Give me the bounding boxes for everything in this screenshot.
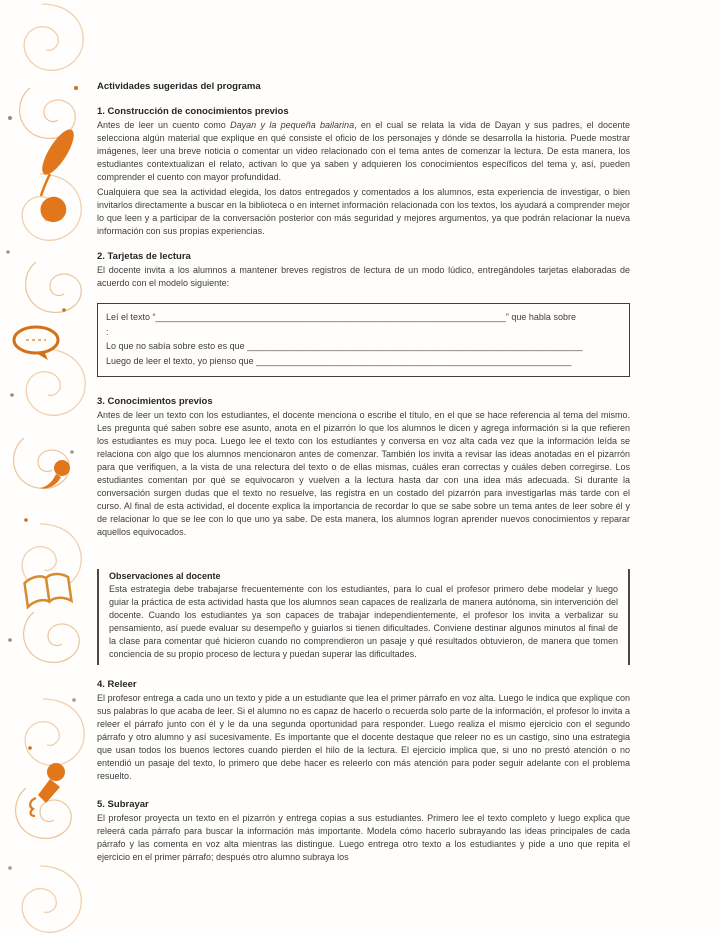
swirl-border-graphic (0, 0, 90, 933)
decorative-border (0, 0, 90, 933)
ink-drop-icon (41, 197, 67, 222)
section-heading-construccion: 1. Construcción de conocimientos previos (97, 106, 289, 117)
card-line-no-sabia: Lo que no sabía sobre esto es que ___________________________________________________________________ (106, 341, 583, 351)
paragraph-text: Antes de leer un cuento como (97, 120, 231, 130)
section-heading-tarjetas: 2. Tarjetas de lectura (97, 251, 191, 262)
section-heading-subrayar: 5. Subrayar (97, 799, 149, 810)
teacher-observations-heading: Observaciones al docente (109, 571, 221, 581)
teacher-observations-body: Esta estrategia debe trabajarse frecuentemente con los estudiantes, para lo cual el profesor primero debe modelar y luego guiar la práctica de esta actividad hasta que los alumnos sean capaces de realizarla de manera autónoma, sin intervención del docente. Cuando los estudiantes ya son capaces de trabajar independientemente, el profesor los invita a verbalizar su pensamiento, así puede evaluar su desempeño y guiarlos si tienen dificultades. Conviene destinar algunos minutos al final de la clase para comentar qué hicieron cuando no comprendieron un pasaje y qué resultados obtuvieron, de manera que tomen conciencia de su propio proceso de lectura y puedan superar las dificultades. (109, 584, 618, 659)
speech-bubble-icon (14, 327, 58, 360)
quill-icon (37, 125, 80, 196)
teacher-observations-box (97, 569, 630, 665)
paragraph-conocimientos: Antes de leer un texto con los estudiantes, el docente menciona o escribe el título, en el que se hace referencia al tema del mismo. Les pregunta qué saben sobre ese asunto, anota en el pizarrón lo que los alumnos le dicen y agrega información si la que refieren los estudiantes es muy poca. Luego lee el texto con los estudiantes y conversa en voz alta cada vez que la información leída se relaciona con algo que los alumnos mencionaron antes de comenzar. También los invita a revisar las ideas anotadas en el pizarrón para que verifiquen, a la vista de una relectura del texto o de ellas mismas, cuáles eran correctas y cuáles deben corregirse. Los estudiantes comentan por qué se equivocaron y vuelven a la lectura hasta dar con una idea más adecuada. Si durante la conversación surgen dudas que el texto no resuelve, las registra en un costado del pizarrón para investigarlas más tarde con el curso. Al final de esta actividad, el docente explica la importancia de recordar lo que se sabe sobre un tema antes de leer sobre él y de relacionar lo que se lee con lo que uno ya sabe. De esta manera, los alumnos logran aprender nuevos conocimientos y reparar aquellos equivocados. (97, 410, 630, 537)
paragraph-text: , en el cual se relata la vida de Dayan y sus padres, el docente selecciona algún material que explique en qué consiste el oficio de los personajes y dónde se desarrolla la historia. Puede mostrar imágenes, leer una breve noticia o comentar un video relacionado con el tema antes de comenzar la lectura. De esta manera, los estudiantes contextualizan el relato, activan lo que ya saben y adquieren los conocimientos específicos del tema y, así, pueden comprender el cuento con mayor profundidad. (97, 120, 630, 182)
card-line-titulo: Leí el texto “______________________________________________________________________” que habla sobre (106, 312, 576, 322)
paragraph-construccion-1 (97, 119, 630, 184)
paragraph-releer: El profesor entrega a cada uno un texto y pide a un estudiante que lea el primer párrafo en voz alta. Luego le indica que explique con sus palabras lo que acaba de leer. Si el alumno no es capaz de hacerlo o recuerda solo parte de la información, el profesor lo invita a releer el párrafo junto con él y le da una segunda oportunidad para responder. Luego realiza el mismo ejercicio con el segundo párrafo y otro alumno y así sucesivamente. Es importante que el docente destaque que releer no es un castigo, sino una estrategia que usan todos los buenos lectores cuando pierden el hilo de la lectura. El ejercicio implica que, si uno no prestó atención o no entendió un pasaje del texto, lo primero que debe hacer es releerlo con más atención para poder seguir adelante con el problema resuelto. (97, 693, 630, 781)
reading-card-box (97, 303, 630, 377)
story-title: Dayan y la pequeña bailarina (230, 120, 355, 130)
section-heading-conocimientos: 3. Conocimientos previos (97, 396, 213, 407)
paragraph-tarjetas-intro: El docente invita a los alumnos a mantener breves registros de lectura de un modo lúdico, entregándoles tarjetas elaboradas de acuerdo con el modelo siguiente: (97, 265, 630, 288)
card-line-pienso: Luego de leer el texto, yo pienso que _______________________________________________________________ (106, 355, 572, 366)
paragraph-subrayar: El profesor proyecta un texto en el pizarrón y entrega copias a sus estudiantes. Primero lee el texto completo y luego explica que releerá cada párrafo para buscar la información más importante. Modela cómo hacerlo subrayando las ideas principales de cada párrafo y las comenta en voz alta mientras las distingue. Luego entrega otro texto a los estudiantes y pide a uno que repita el ejercicio en el primer párrafo; después otro alumno subraya los (97, 813, 630, 862)
card-line-continuacion: : (106, 326, 109, 337)
paragraph-construccion-2: Cualquiera que sea la actividad elegida, los datos entregados y comentados a los alumnos, esta experiencia de investigar, o bien invitarlos directamente a buscar en la biblioteca o en internet información relacionada con los textos, los ayudará a comprender mejor lo que leen y a participar de la conversación posterior con más seguridad y mejores argumentos, ya que podrán relacionar la nueva información con sus propias experiencias. (97, 187, 630, 236)
document-content (97, 80, 630, 866)
open-book-icon (24, 572, 72, 607)
comma-icon (40, 460, 70, 488)
microphone-icon (30, 763, 65, 816)
page-title: Actividades sugeridas del programa (97, 81, 261, 92)
section-heading-releer: 4. Releer (97, 679, 137, 690)
